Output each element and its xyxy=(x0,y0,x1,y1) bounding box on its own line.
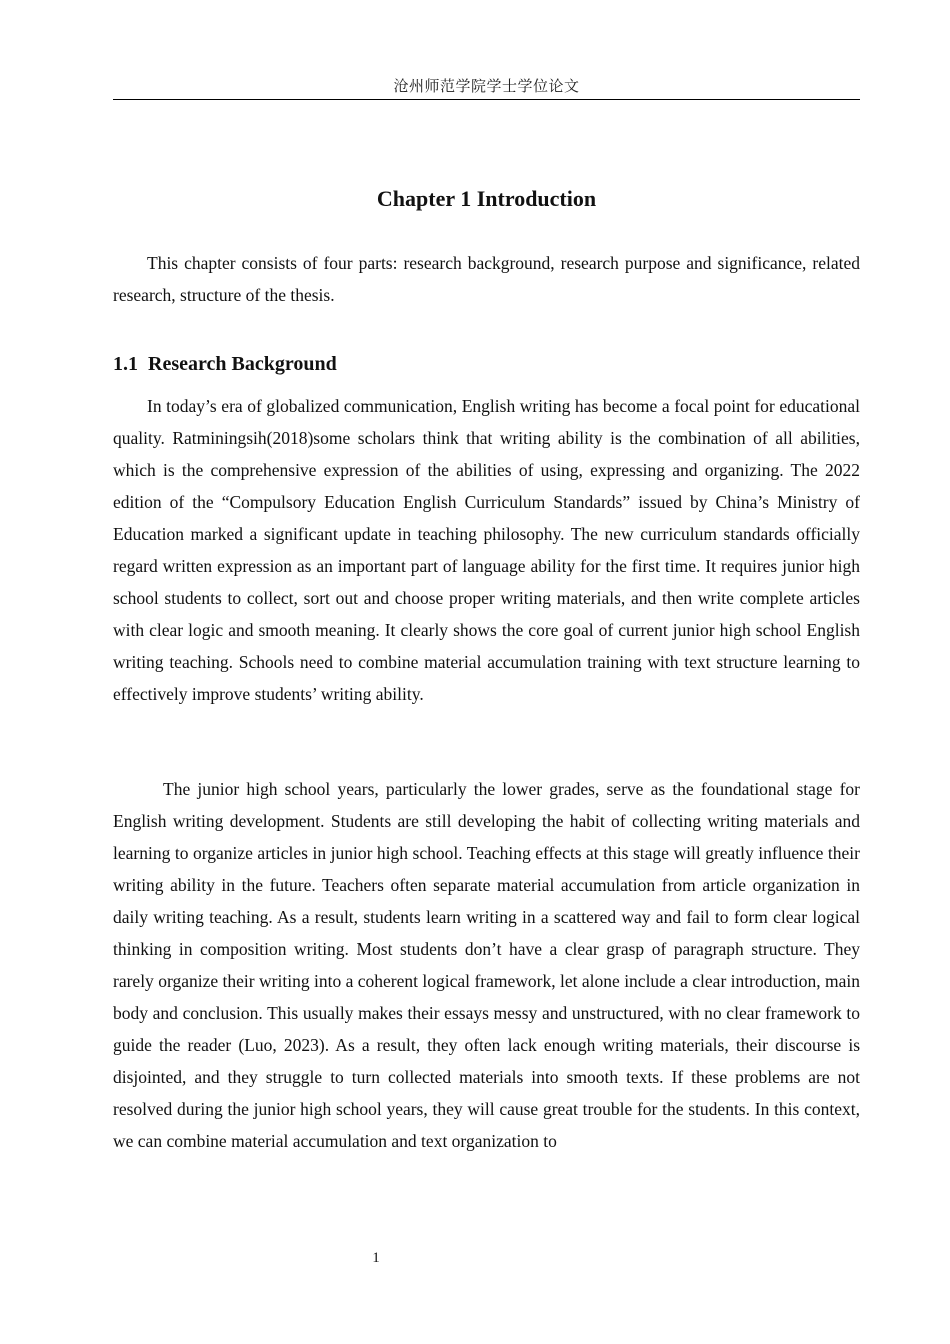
section-number: 1.1 xyxy=(113,353,138,375)
chapter-title: Chapter 1 Introduction xyxy=(376,186,597,211)
body-paragraph: The junior high school years, particularly the lower grades, serve as the foundational stage for English writing development. Students are still developing the habit of collecting writing materials and learning to organize articles in junior high school. Teaching effects at this stage will greatly influence their writing ability in the future. Teachers often separate material accumulation from article organization in daily writing teaching. As a result, students learn writing in a scattered way and fail to form clear logical thinking in composition writing. Most students don’t have a clear grasp of paragraph structure. They rarely organize their writing into a coherent logical framework, let alone include a clear introduction, main body and conclusion. This usually makes their essays messy and unstructured, with no clear framework to guide the reader (Luo, 2023). As a result, they often lack enough writing materials, their discourse is disjointed, and they struggle to turn collected materials into smooth texts. If these problems are not resolved during the junior high school years, they will cause great trouble for the students. In this context, we can combine material accumulation and text organization to xyxy=(113,779,860,1151)
section-title: Research Background xyxy=(148,353,337,375)
header-rule xyxy=(113,99,860,100)
section-heading xyxy=(113,350,337,378)
page-number: 1 xyxy=(372,1250,380,1266)
chapter-intro-paragraph: This chapter consists of four parts: research background, research purpose and significance, related research, structure of the thesis. xyxy=(113,253,860,305)
running-header: 沧州师范学院学士学位论文 xyxy=(393,77,580,95)
body-paragraph: In today’s era of globalized communication, English writing has become a focal point for educational quality. Ratminingsih(2018)some scholars think that writing ability is the combination of all abilities, which is the comprehensive expression of the abilities of using, expressing and organizing. The 2022 edition of the “Compulsory Education English Curriculum Standards” issued by China’s Ministry of Education marked a significant update in teaching philosophy. The new curriculum standards officially regard written expression as an important part of language ability for the first time. It requires junior high school students to collect, sort out and choose proper writing materials, and then write complete articles with clear logic and smooth meaning. It clearly shows the core goal of current junior high school English writing teaching. Schools need to combine material accumulation training with text structure learning to effectively improve students’ writing ability. xyxy=(113,396,860,704)
